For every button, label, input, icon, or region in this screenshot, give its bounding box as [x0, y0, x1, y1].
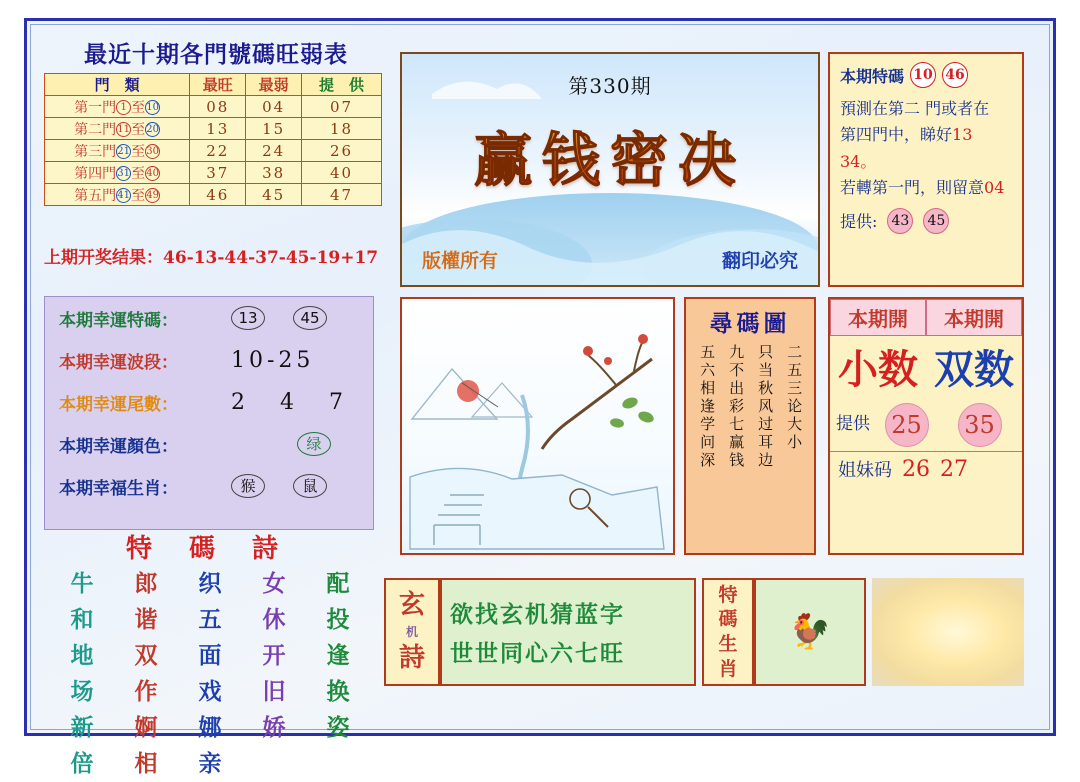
xunma-box: [684, 297, 816, 555]
col-cold: 最弱: [246, 74, 302, 96]
lucky-special-2: 45: [293, 306, 327, 330]
special-code-ball-2: 46: [942, 62, 968, 88]
xuanshi-label-top: 玄: [398, 590, 425, 621]
poem-char: 姿: [326, 714, 350, 741]
xuanshi-line-2: 世世同心六七旺: [450, 640, 625, 667]
row-men: 第一門 1 至10: [45, 96, 190, 118]
table-header-row: [45, 74, 382, 96]
row-give: 07: [302, 96, 382, 118]
row-give: 40: [302, 162, 382, 184]
lucky-info-box: [44, 296, 374, 530]
table-row: [45, 118, 382, 140]
special-code-label: 本期特碼: [840, 66, 905, 86]
poem-char: 牛: [70, 570, 94, 597]
rank-table-title: 最近十期各門號碼旺弱表: [84, 41, 348, 68]
prediction-line-3: 若轉第一門，則留意04: [840, 178, 1005, 198]
xunma-title: 尋碼圖: [709, 310, 791, 337]
copyright-left: 版權所有: [422, 250, 499, 272]
rank-table-block: [44, 36, 384, 228]
row-hot: 08: [190, 96, 246, 118]
decorative-glow: [872, 578, 1024, 686]
issue-number: 第330期: [568, 74, 652, 98]
poem-char: 和: [70, 606, 94, 633]
kai-supply-balls: [870, 403, 1016, 447]
poem-char: 开: [262, 642, 286, 669]
col-give: 提 供: [302, 74, 382, 96]
rank-table: [44, 73, 382, 206]
lucky-label-zodiac: 本期幸福生肖：: [59, 478, 178, 499]
lucky-row-special: [45, 297, 373, 339]
row-men: 第二門11至20: [45, 118, 190, 140]
banner-footer: [402, 246, 818, 273]
poem-char: 娇: [262, 714, 286, 741]
poem-char: 休: [262, 606, 286, 633]
poem-char: 新: [70, 714, 94, 741]
special-code-row: [840, 62, 1012, 88]
xunma-column: 只当秋风过耳边: [756, 344, 775, 470]
row-cold: 38: [246, 162, 302, 184]
landscape-painting: [400, 297, 675, 555]
poem-char: 倍: [70, 750, 94, 777]
painting-art: [402, 299, 673, 553]
poem-char: 逢: [326, 642, 350, 669]
xuanshi-poem-box: [440, 578, 696, 686]
prediction-box: [828, 52, 1024, 287]
lucky-label-color: 本期幸運顏色：: [59, 436, 178, 457]
poem-char: 地: [70, 642, 94, 669]
lucky-row-wave: [45, 339, 373, 381]
prediction-line-2: 第四門中，睇好13 34。: [840, 125, 973, 171]
row-hot: 22: [190, 140, 246, 162]
lucky-special-1: 13: [231, 306, 265, 330]
lucky-values-special: [231, 306, 327, 330]
poem-grid: [50, 566, 370, 782]
poem-char: 婀: [134, 714, 158, 741]
poem-char: 织: [198, 570, 222, 597]
poem-char: 作: [134, 678, 158, 705]
lucky-values-zodiac: [231, 474, 327, 498]
sister-code-2: 27: [940, 456, 968, 482]
kai-box: [828, 297, 1024, 555]
lucky-label-tail: 本期幸運尾數：: [59, 394, 178, 415]
sister-code-1: 26: [902, 456, 930, 482]
table-row: [45, 162, 382, 184]
kai-big-values: [830, 336, 1022, 401]
tema-zodiac-image-box: [754, 578, 866, 686]
table-row: [45, 96, 382, 118]
table-row: [45, 184, 382, 206]
row-men: 第三門21至30: [45, 140, 190, 162]
lucky-label-special: 本期幸運特碼：: [59, 310, 178, 331]
xuanshi-label-sub: 机: [405, 624, 418, 639]
xuanshi-label-bottom: 詩: [398, 643, 425, 674]
tema-label-char: 特: [718, 583, 738, 606]
kai-supply-row: [830, 401, 1022, 451]
lucky-row-tail: [45, 381, 373, 423]
poem-char: 女: [262, 570, 286, 597]
lucky-tail-value: 2 4 7: [231, 389, 357, 415]
lucky-values-color: [231, 432, 331, 456]
poem-char: 双: [134, 642, 158, 669]
row-cold: 04: [246, 96, 302, 118]
col-hot: 最旺: [190, 74, 246, 96]
poem-char: 配: [326, 570, 350, 597]
poem-char: 旧: [262, 678, 286, 705]
kai-value-right: 双数: [934, 346, 1014, 393]
row-give: 18: [302, 118, 382, 140]
poem-char: 相: [134, 750, 158, 777]
poem-char: 投: [326, 606, 350, 633]
sister-code-label: 姐妹码: [838, 460, 892, 481]
poem-char: 娜: [198, 714, 222, 741]
kai-ball-1: 25: [885, 403, 929, 447]
tema-zodiac-label-box: [702, 578, 754, 686]
main-banner: [400, 52, 820, 287]
give-ball-2: 45: [923, 208, 949, 234]
poem-char: 面: [198, 642, 222, 669]
poem-title: 特 碼 詩: [125, 534, 293, 564]
xunma-columns: [686, 344, 814, 470]
copyright-right: 翻印必究: [721, 250, 798, 272]
lucky-color-value: 绿: [297, 432, 331, 456]
poem-char: 谐: [134, 606, 158, 633]
prediction-give-row: [840, 208, 1012, 234]
row-hot: 37: [190, 162, 246, 184]
lucky-zodiac-2: 鼠: [293, 474, 327, 498]
poem-char: 换: [326, 678, 350, 705]
xunma-column: 二五三论大小: [785, 344, 804, 452]
poem-char: 场: [70, 678, 94, 705]
prediction-line-1: 預測在第二 門或者在: [840, 99, 990, 118]
poem-char: 戏: [198, 678, 222, 705]
kai-header-left: 本期開: [830, 299, 926, 336]
row-cold: 15: [246, 118, 302, 140]
tema-label-char: 碼: [718, 608, 738, 631]
poem-char: 亲: [198, 750, 222, 777]
xunma-column: 五六相逢学问深: [698, 344, 717, 470]
tema-label-char: 肖: [718, 657, 738, 680]
lucky-row-zodiac: [45, 465, 373, 507]
table-row: [45, 140, 382, 162]
sister-code-row: [830, 451, 1022, 486]
xuanshi-label-box: [384, 578, 440, 686]
row-give: 47: [302, 184, 382, 206]
give-ball-1: 43: [887, 208, 913, 234]
banner-title: 赢钱密决: [402, 113, 818, 197]
row-men: 第五門41至49: [45, 184, 190, 206]
kai-headers: [830, 299, 1022, 336]
lucky-wave-value: 10-25: [231, 347, 315, 373]
previous-result-text: 上期开奖结果：46-13-44-37-45-19+17: [44, 248, 379, 268]
col-men: 門 類: [45, 74, 190, 96]
row-hot: 13: [190, 118, 246, 140]
prediction-text: [840, 96, 1012, 202]
rooster-icon: 🐓: [788, 612, 832, 652]
lucky-zodiac-1: 猴: [231, 474, 265, 498]
row-cold: 24: [246, 140, 302, 162]
row-hot: 46: [190, 184, 246, 206]
xunma-column: 九不出彩七赢钱: [727, 344, 746, 470]
row-give: 26: [302, 140, 382, 162]
poem-char: 郎: [134, 570, 158, 597]
kai-ball-2: 35: [958, 403, 1002, 447]
kai-value-left: 小数: [838, 346, 918, 393]
kai-header-right: 本期開: [926, 299, 1022, 336]
give-label: 提供:: [840, 212, 878, 232]
xuanshi-line-1: 欲找玄机猜蓝字: [450, 601, 625, 628]
lucky-label-wave: 本期幸運波段：: [59, 352, 178, 373]
special-code-ball-1: 10: [910, 62, 936, 88]
poem-char: 五: [198, 606, 222, 633]
lucky-row-color: [45, 423, 373, 465]
tema-label-char: 生: [718, 633, 738, 655]
row-men: 第四門31至40: [45, 162, 190, 184]
row-cold: 45: [246, 184, 302, 206]
kai-supply-label: 提供: [836, 414, 870, 435]
